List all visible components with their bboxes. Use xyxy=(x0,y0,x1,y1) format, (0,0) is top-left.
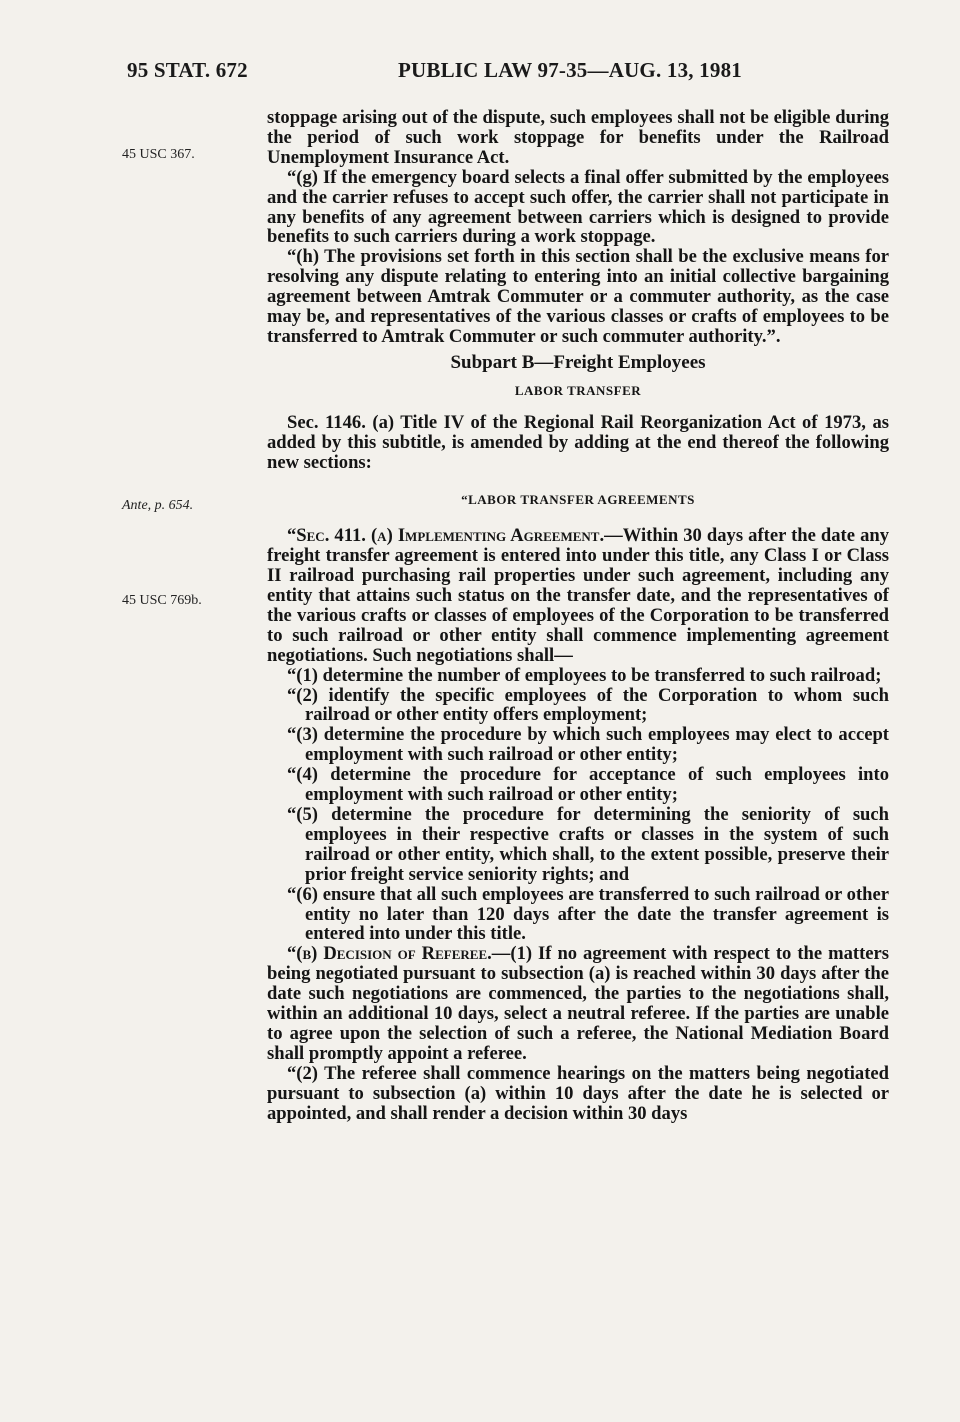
list-item-5: “(5) determine the procedure for determining the seniority of such employees in their respective crafts or classes in the system of such railroad or other entity, which shall, to the extent possible, preserve their prior freight service seniority rights; and xyxy=(287,804,889,885)
paragraph-continuation: stoppage arising out of the dispute, such employees shall not be eligible during the period of such work stoppage for benefits under the Railroad Unemployment Insurance Act. xyxy=(267,107,889,168)
statute-page-number: 95 STAT. 672 xyxy=(127,58,248,82)
section-411-a-text: —Within 30 days after the date any freight transfer agreement is entered into under this title, any Class I or Class II railroad purchasing rail properties under such agreement, including any entity that attains such status on the transfer date, and the representatives of the various crafts or classes of employees of the Corporation to be transferred to such railroad or other entity shall commence implementing agreement negotiations. Such negotiations shall— xyxy=(267,525,889,666)
paragraph-g: “(g) If the emergency board selects a final offer submitted by the employees and the carrier refuses to accept such offer, the carrier shall not participate in any benefits of any agreement between carriers which is designed to provide benefits to such carriers during a work stoppage. xyxy=(267,166,889,248)
list-item-2: “(2) identify the specific employees of the Corporation to whom such railroad or other entity offers employment; xyxy=(287,684,889,726)
paragraph-h: “(h) The provisions set forth in this section shall be the exclusive means for resolving any dispute relating to entering into an initial collective bargaining agreement between Amtrak Commuter or a commuter authority, as the case may be, and representatives of the various classes or crafts of employees to be transferred to Amtrak Commuter or such commuter authority.”. xyxy=(267,246,889,347)
body-text xyxy=(267,108,889,1124)
section-411-a-label: “Sec. 411. (a) Implementing Agreement. xyxy=(287,525,605,547)
section-411-b-2: “(2) The referee shall commence hearings on the matters being negotiated pursuant to subsection (a) within 10 days after the date he is selected or appointed, and shall render a decision within 30 days xyxy=(267,1062,889,1124)
section-411-b-label: “(b) Decision of Referee. xyxy=(287,943,492,965)
running-title: PUBLIC LAW 97-35—AUG. 13, 1981 xyxy=(398,58,742,82)
list-item-6: “(6) ensure that all such employees are transferred to such railroad or other entity no later than 120 days after the date the transfer agreement is entered into under this title. xyxy=(287,883,889,945)
section-caption-labor-transfer: LABOR TRANSFER xyxy=(514,382,642,398)
margin-note-ante: Ante, p. 654. xyxy=(122,498,194,513)
section-411-b xyxy=(267,944,889,1063)
section-411-a xyxy=(267,526,889,665)
list-item-1: “(1) determine the number of employees to be transferred to such railroad; xyxy=(287,664,882,686)
list-item-4: “(4) determine the procedure for acceptance of such employees into employment with such railroad or other entity; xyxy=(287,764,889,806)
heading-labor-transfer-agreements: “LABOR TRANSFER AGREEMENTS xyxy=(461,492,695,508)
section-411-b-text: —(1) If no agreement with respect to the matters being negotiated pursuant to subsection (a) is reached within 30 days after the date such negotiations are commenced, the parties to the negotiations shall, within an additional 10 days, select a neutral referee. If the parties are unable to agree upon the selection of such a referee, the National Mediation Board shall promptly appoint a referee. xyxy=(267,943,890,1064)
margin-note-usc367: 45 USC 367. xyxy=(122,147,195,162)
margin-note-usc769b: 45 USC 769b. xyxy=(122,593,202,608)
section-1146: Sec. 1146. (a) Title IV of the Regional Rail Reorganization Act of 1973, as added by this subtitle, is amended by adding at the end thereof the following new sections: xyxy=(267,411,889,473)
subpart-heading: Subpart B—Freight Employees xyxy=(450,351,706,373)
list-item-3: “(3) determine the procedure by which such employees may elect to accept employment with such railroad or other entity; xyxy=(287,724,889,766)
